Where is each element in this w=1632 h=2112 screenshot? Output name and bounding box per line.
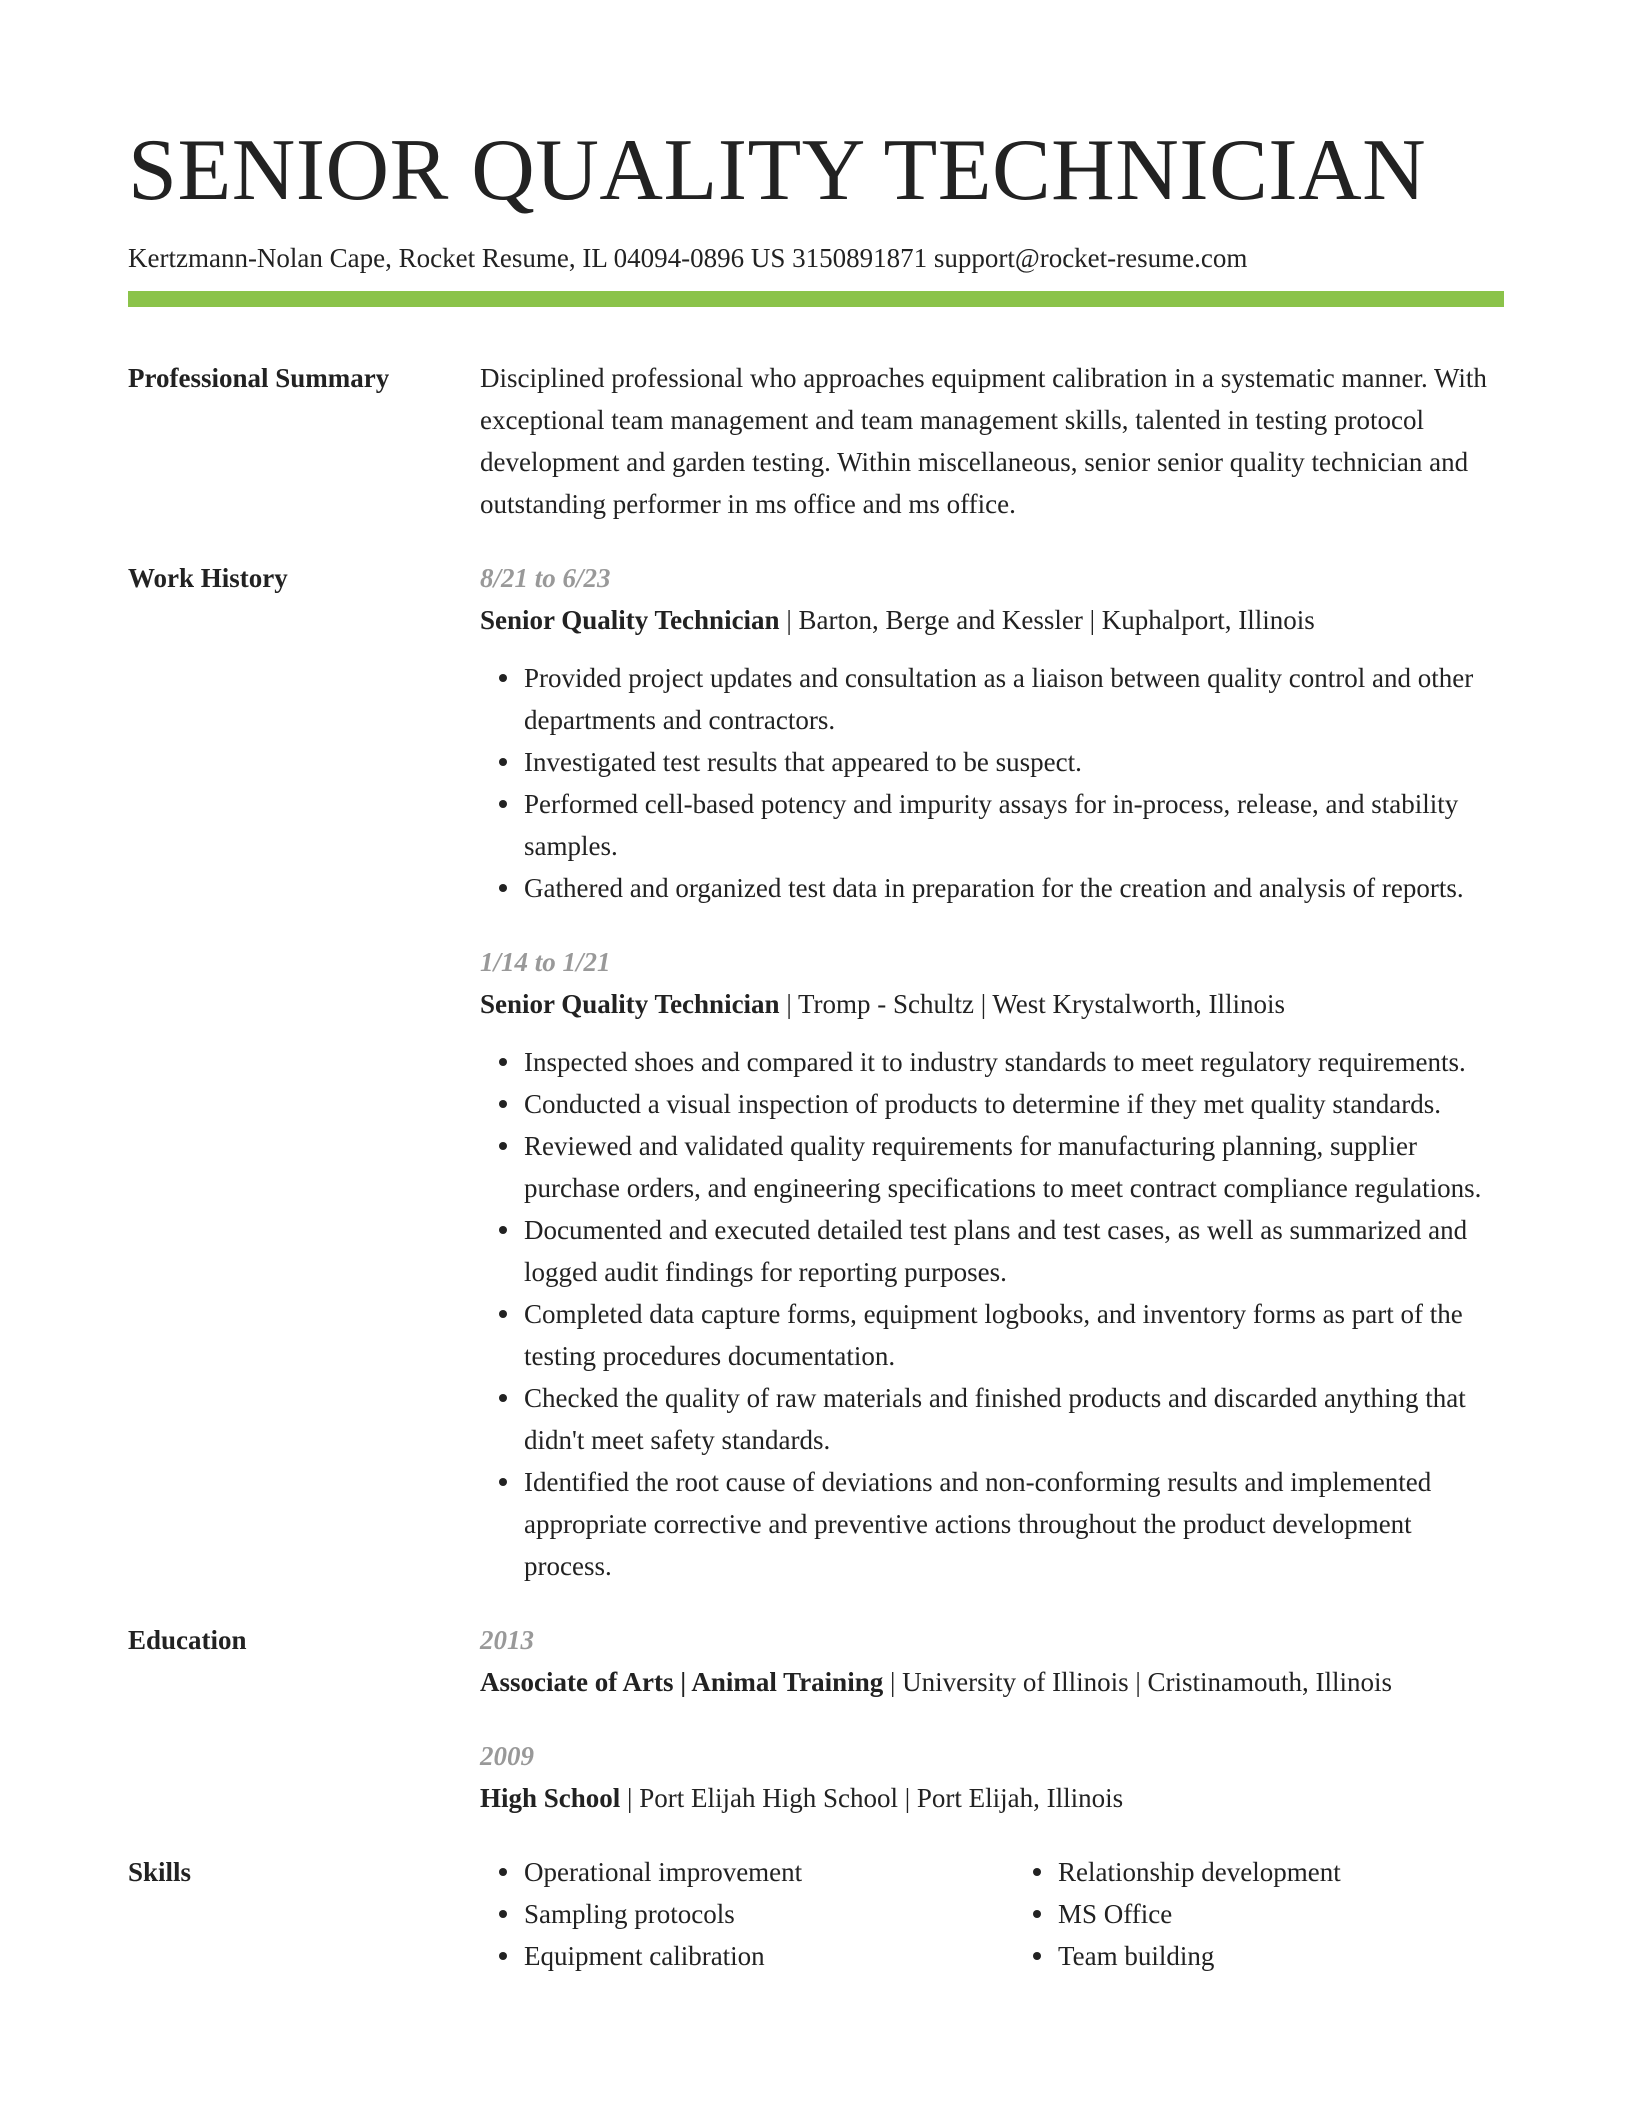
list-item: Reviewed and validated quality requirements for manufacturing planning, supplier purchase orders, and engineering specifications to meet contract compliance regulations. [524, 1125, 1504, 1209]
job-employer-location: | Tromp - Schultz | West Krystalworth, Illinois [779, 989, 1285, 1019]
school-location: | Port Elijah High School | Port Elijah, Illinois [620, 1783, 1124, 1813]
summary-text: Disciplined professional who approaches equipment calibration in a systematic manner. With exceptional team management and team management skills, talented in testing protocol development and garden testing. Within miscellaneous, senior senior quality technician and outstanding performer in ms office and ms office. [480, 363, 1487, 519]
work-history-section [128, 557, 1504, 1587]
list-item: Provided project updates and consultation as a liaison between quality control and other departments and contractors. [524, 657, 1504, 741]
list-item: Conducted a visual inspection of products to determine if they met quality standards. [524, 1083, 1504, 1125]
skills-section [128, 1851, 1504, 1977]
job-title: Senior Quality Technician [480, 605, 780, 635]
header-divider [128, 291, 1504, 307]
education-year: 2009 [480, 1741, 534, 1771]
education-entry [480, 1619, 1504, 1703]
section-heading: Work History [128, 563, 288, 593]
skills-columns [480, 1851, 1504, 1977]
list-item: Identified the root cause of deviations and non-conforming results and implemented appropriate corrective and preventive actions throughout the product development process. [524, 1461, 1504, 1587]
resume-title: SENIOR QUALITY TECHNICIAN [128, 122, 1427, 219]
list-item: Inspected shoes and compared it to industry standards to meet regulatory requirements. [524, 1041, 1504, 1083]
section-heading: Professional Summary [128, 363, 390, 393]
education-heading [480, 1777, 1504, 1819]
skill-item: MS Office [1058, 1893, 1504, 1935]
job-employer-location: | Barton, Berge and Kessler | Kuphalport, Illinois [779, 605, 1315, 635]
section-heading: Education [128, 1625, 247, 1655]
professional-summary-section [128, 357, 1504, 525]
job-bullets [480, 657, 1504, 909]
skill-item: Relationship development [1058, 1851, 1504, 1893]
job-title: Senior Quality Technician [480, 989, 780, 1019]
degree-name: High School [480, 1783, 621, 1813]
education-heading [480, 1661, 1504, 1703]
list-item: Documented and executed detailed test plans and test cases, as well as summarized and logged audit findings for reporting purposes. [524, 1209, 1504, 1293]
skills-list-left [480, 1851, 970, 1977]
school-location: | University of Illinois | Cristinamouth, Illinois [883, 1667, 1393, 1697]
list-item: Gathered and organized test data in preparation for the creation and analysis of reports. [524, 867, 1504, 909]
job-heading [480, 983, 1504, 1025]
education-year: 2013 [480, 1625, 534, 1655]
list-item: Checked the quality of raw materials and finished products and discarded anything that didn't meet safety standards. [524, 1377, 1504, 1461]
job-entry [480, 941, 1504, 1587]
skill-item: Sampling protocols [524, 1893, 970, 1935]
job-heading [480, 599, 1504, 641]
skill-item: Equipment calibration [524, 1935, 970, 1977]
job-dates: 1/14 to 1/21 [480, 947, 611, 977]
education-section [128, 1619, 1504, 1819]
education-entry [480, 1735, 1504, 1819]
section-heading: Skills [128, 1857, 192, 1887]
job-entry [480, 557, 1504, 909]
job-dates: 8/21 to 6/23 [480, 563, 611, 593]
list-item: Performed cell-based potency and impurity assays for in-process, release, and stability samples. [524, 783, 1504, 867]
list-item: Completed data capture forms, equipment logbooks, and inventory forms as part of the testing procedures documentation. [524, 1293, 1504, 1377]
resume-page [128, 0, 1504, 1977]
skills-list-right [1014, 1851, 1504, 1977]
list-item: Investigated test results that appeared to be suspect. [524, 741, 1504, 783]
skill-item: Operational improvement [524, 1851, 970, 1893]
degree-name: Associate of Arts | Animal Training [480, 1667, 884, 1697]
job-bullets [480, 1041, 1504, 1587]
contact-line: Kertzmann-Nolan Cape, Rocket Resume, IL 04094-0896 US 3150891871 support@rocket-resume.com [128, 243, 1248, 273]
skill-item: Team building [1058, 1935, 1504, 1977]
